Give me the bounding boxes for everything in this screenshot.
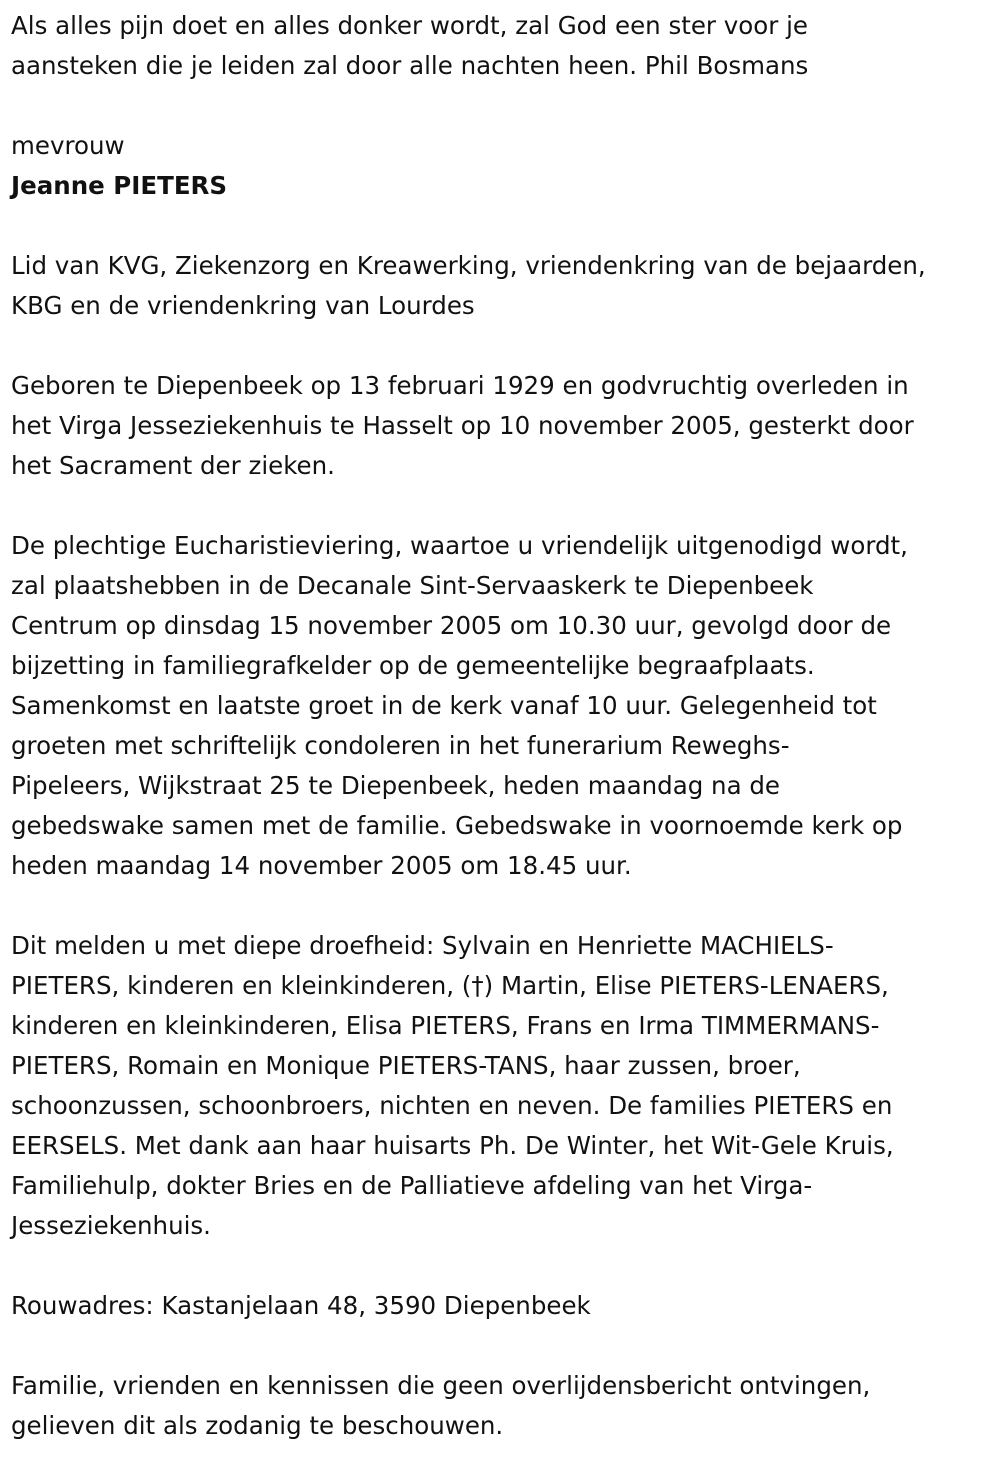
closing-line: Familie, vrienden en kennissen die geen overlijdensbericht ontvingen,	[11, 1371, 871, 1400]
ceremony-line: Centrum op dinsdag 15 november 2005 om 10.30 uur, gevolgd door de	[11, 611, 892, 640]
ceremony-line: zal plaatshebben in de Decanale Sint-Servaaskerk te Diepenbeek	[11, 571, 814, 600]
ceremony-line: groeten met schriftelijk condoleren in het funerarium Reweghs-	[11, 731, 790, 760]
family-line: EERSELS. Met dank aan haar huisarts Ph. De Winter, het Wit-Gele Kruis,	[11, 1131, 894, 1160]
family-line: PIETERS, kinderen en kleinkinderen, (†) Martin, Elise PIETERS-LENAERS,	[11, 971, 889, 1000]
ceremony-line: Samenkomst en laatste groet in de kerk vanaf 10 uur. Gelegenheid tot	[11, 691, 877, 720]
family-line: schoonzussen, schoonbroers, nichten en neven. De families PIETERS en	[11, 1091, 893, 1120]
quote-line: aansteken die je leiden zal door alle nachten heen. Phil Bosmans	[11, 51, 809, 80]
family-line: Familiehulp, dokter Bries en de Palliatieve afdeling van het Virga-	[11, 1171, 813, 1200]
honorific: mevrouw	[11, 131, 125, 160]
birth-death-paragraph	[11, 366, 991, 486]
family-paragraph	[11, 926, 991, 1246]
ceremony-paragraph	[11, 526, 991, 886]
deceased-name-block	[11, 126, 991, 206]
family-line: Jesseziekenhuis.	[11, 1211, 211, 1240]
ceremony-line: De plechtige Eucharistieviering, waartoe u vriendelijk uitgenodigd wordt,	[11, 531, 908, 560]
ceremony-line: gebedswake samen met de familie. Gebedswake in voornoemde kerk op	[11, 811, 903, 840]
birth-death-line: het Virga Jesseziekenhuis te Hasselt op 10 november 2005, gesterkt door	[11, 411, 914, 440]
birth-death-line: Geboren te Diepenbeek op 13 februari 1929 en godvruchtig overleden in	[11, 371, 909, 400]
family-line: kinderen en kleinkinderen, Elisa PIETERS, Frans en Irma TIMMERMANS-	[11, 1011, 880, 1040]
membership-line: Lid van KVG, Ziekenzorg en Kreawerking, vriendenkring van de bejaarden,	[11, 251, 926, 280]
closing-line: gelieven dit als zodanig te beschouwen.	[11, 1411, 504, 1440]
quote-line: Als alles pijn doet en alles donker wordt, zal God een ster voor je	[11, 11, 808, 40]
quote-paragraph	[11, 6, 991, 86]
membership-line: KBG en de vriendenkring van Lourdes	[11, 291, 475, 320]
closing-paragraph	[11, 1366, 991, 1446]
ceremony-line: Pipeleers, Wijkstraat 25 te Diepenbeek, heden maandag na de	[11, 771, 780, 800]
ceremony-line: bijzetting in familiegrafkelder op de gemeentelijke begraafplaats.	[11, 651, 815, 680]
obituary-notice	[11, 6, 991, 1446]
deceased-name: Jeanne PIETERS	[11, 171, 228, 200]
ceremony-line: heden maandag 14 november 2005 om 18.45 uur.	[11, 851, 632, 880]
family-line: Dit melden u met diepe droefheid: Sylvain en Henriette MACHIELS-	[11, 931, 834, 960]
membership-paragraph	[11, 246, 991, 326]
family-line: PIETERS, Romain en Monique PIETERS-TANS, haar zussen, broer,	[11, 1051, 801, 1080]
mourning-address: Rouwadres: Kastanjelaan 48, 3590 Diepenbeek	[11, 1291, 591, 1320]
birth-death-line: het Sacrament der zieken.	[11, 451, 335, 480]
address-paragraph	[11, 1286, 991, 1326]
